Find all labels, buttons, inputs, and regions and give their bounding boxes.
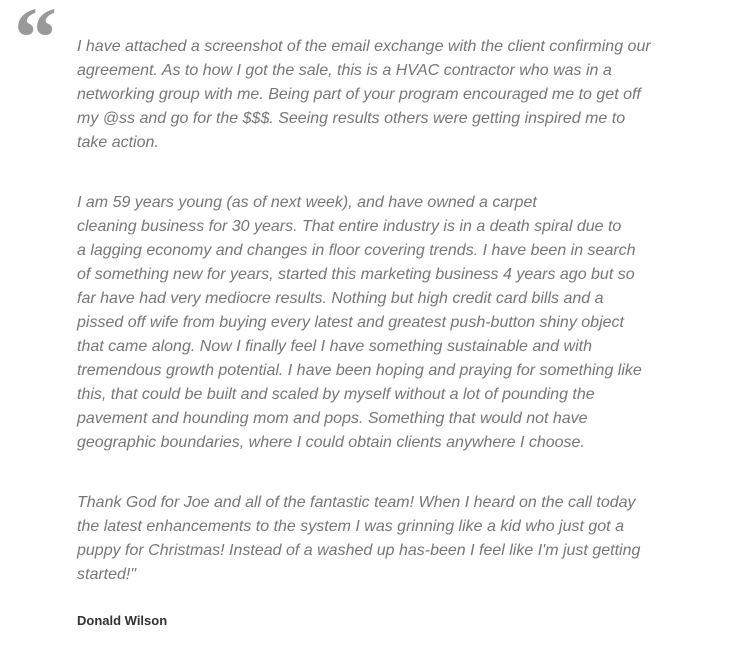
text-line: my @ss and go for the $$$. Seeing results others were getting inspired me to: [77, 110, 626, 127]
text-line: far have had very mediocre results. Nothing but high credit card bills and a: [77, 290, 604, 307]
text-line: the latest enhancements to the system I was grinning like a kid who just got a: [77, 518, 624, 535]
text-line: this, that could be built and scaled by myself without a lot of pounding the: [77, 386, 595, 403]
text-line: networking group with me. Being part of your program encouraged me to get off: [77, 86, 641, 103]
text-line: of something new for years, started this marketing business 4 years ago but so: [77, 266, 635, 283]
text-line: take action.: [77, 134, 159, 151]
text-line: geographic boundaries, where I could obtain clients anywhere I choose.: [77, 434, 585, 451]
text-line: Thank God for Joe and all of the fantastic team! When I heard on the call today: [77, 494, 636, 511]
testimonial-paragraph: [77, 191, 702, 455]
testimonial-paragraph: [77, 35, 702, 155]
text-line: that came along. Now I finally feel I have something sustainable and with: [77, 338, 592, 355]
testimonial-paragraph: [77, 491, 702, 587]
text-line: I am 59 years young (as of next week), and have owned a carpet: [77, 194, 537, 211]
text-line: pissed off wife from buying every latest and greatest push-button shiny object: [77, 314, 624, 331]
testimonial-author: Donald Wilson: [77, 613, 168, 628]
text-line: I have attached a screenshot of the email exchange with the client confirming our: [77, 38, 651, 55]
testimonial: [77, 35, 702, 630]
text-line: puppy for Christmas! Instead of a washed up has-been I feel like I'm just getting: [77, 542, 641, 559]
text-line: pavement and hounding mom and pops. Something that would not have: [77, 410, 588, 427]
quote-mark-icon: “: [14, 0, 57, 85]
text-line: a lagging economy and changes in floor covering trends. I have been in search: [77, 242, 636, 259]
text-line: started!": [77, 566, 137, 583]
text-line: tremendous growth potential. I have been hoping and praying for something like: [77, 362, 642, 379]
text-line: cleaning business for 30 years. That entire industry is in a death spiral due to: [77, 218, 622, 235]
text-line: agreement. As to how I got the sale, this is a HVAC contractor who was in a: [77, 62, 612, 79]
